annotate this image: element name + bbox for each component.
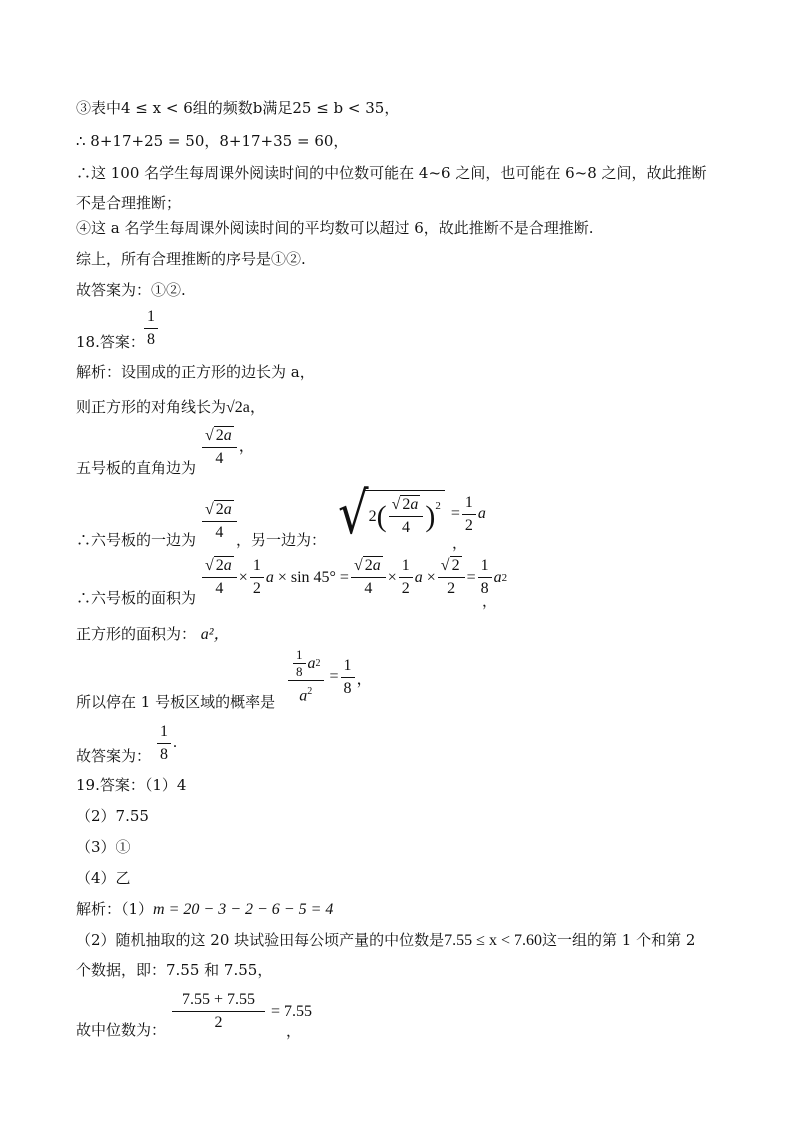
line-4-mean: ④这 a 名学生每周课外阅读时间的平均数可以超过 6，故此推断不是合理推断. bbox=[76, 219, 594, 237]
q19-analysis-2: （2）随机抽取的这 20 块试验田每公顷产量的中位数是7.55 ≤ x < 7.60这一组的第 1 个和第 2 bbox=[76, 931, 696, 949]
q18-answer-label: 18.答案： bbox=[76, 333, 145, 351]
q19-median-text: 故中位数为： bbox=[76, 1021, 167, 1039]
probability-expr: $\frac{1}{8}$ a 2 $a^2$ = $\frac{1}{8}$ ， bbox=[286, 648, 373, 706]
q18-diagonal-line: 则正方形的对角线长为√2a， bbox=[76, 398, 266, 416]
comma: ， bbox=[482, 592, 498, 610]
q18-board5-text: 五号板的直角边为 bbox=[76, 459, 197, 477]
q19-analysis-2-cont: 个数据，即：7.55 和 7.55， bbox=[76, 961, 273, 979]
line-answer-17: 故答案为：①②. bbox=[76, 281, 186, 299]
q19-answer-label: 19.答案：（1）4 bbox=[76, 776, 187, 794]
line-sum-equations: ∴ 8+17+25 = 50，8+17+35 = 60， bbox=[76, 132, 349, 150]
q19-answer-3: （3）① bbox=[76, 838, 131, 856]
board6-side-fraction: $\frac{√ 2a}{4}$ bbox=[200, 500, 239, 543]
line-not-reasonable: 不是合理推断； bbox=[76, 194, 182, 212]
comma: ， bbox=[452, 534, 468, 552]
q18-final-fraction: $\frac{1}{8}$ . bbox=[155, 722, 177, 765]
line-median-range: ∴这 100 名学生每周课外阅读时间的中位数可能在 4~6 之间，也可能在 6~8 之间，故此推断 bbox=[76, 164, 707, 182]
q18-analysis-intro: 解析：设围成的正方形的边长为 a， bbox=[76, 363, 315, 381]
q18-board6-other-text: ，另一边为： bbox=[236, 531, 327, 549]
q19-answer-4: （4）乙 bbox=[76, 869, 131, 887]
q18-board6-area-text: ∴六号板的面积为 bbox=[76, 589, 197, 607]
q19-answer-2: （2）7.55 bbox=[76, 807, 149, 825]
q18-board6-side-text: ∴六号板的一边为 bbox=[76, 531, 197, 549]
q18-square-area-line: 正方形的面积为： a²， bbox=[76, 625, 230, 643]
range-expr: 7.55 ≤ x < 7.60 bbox=[444, 932, 542, 949]
board6-other-sqrt-expr: √ 2 ( $\frac{√ 2a}{4}$ ) $^2$ = $\frac{1}{2}$ a bbox=[338, 480, 486, 548]
median-expr: $\frac{7.55 + 7.55}{2}$ = 7.55 bbox=[170, 990, 312, 1033]
q18-final-answer-text: 故答案为： bbox=[76, 747, 152, 765]
a-squared: a²， bbox=[200, 626, 230, 643]
m-equation: m = 20 − 3 − 2 − 6 − 5 = 4 bbox=[153, 901, 334, 918]
q18-probability-text: 所以停在 1 号板区域的概率是 bbox=[76, 693, 276, 711]
board5-fraction: $\frac{√ 2a}{4}$ ， bbox=[200, 426, 255, 469]
board6-area-expr: $\frac{√ 2a}{4}$ × $\frac{1}{2}$ a × sin 45° = $\frac{√ 2a}{4}$ × $\frac{1}{2}$ a × $\frac{√ 2}{2}$ = $\frac{1}{8}$ a 2 bbox=[200, 556, 507, 599]
line-3-condition: ③表中4 ≤ x < 6组的频数b满足25 ≤ b < 35， bbox=[76, 99, 400, 117]
q18-answer-fraction: $\frac{1}{8}$ bbox=[142, 307, 160, 350]
sqrt2a-expr: √2a， bbox=[226, 399, 266, 416]
line-summary: 综上，所有合理推断的序号是①②. bbox=[76, 250, 306, 268]
comma: ， bbox=[286, 1022, 302, 1040]
q19-analysis-1: 解析：（1）m = 20 − 3 − 2 − 6 − 5 = 4 bbox=[76, 900, 334, 918]
